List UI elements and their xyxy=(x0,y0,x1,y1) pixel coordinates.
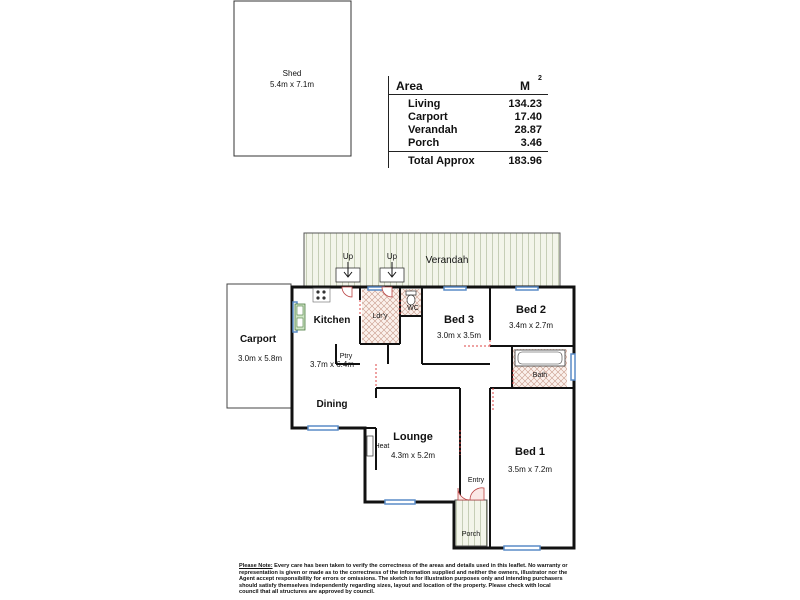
shed-outline xyxy=(234,1,351,156)
verandah-label: Verandah xyxy=(425,255,469,266)
bed2-dimensions: 3.4m x 2.7m xyxy=(508,321,554,330)
cooktop xyxy=(316,290,325,299)
entry-door-swing xyxy=(470,488,484,500)
bed1-label: Bed 1 xyxy=(515,446,545,458)
bed3-dimensions: 3.0m x 3.5m xyxy=(436,331,482,340)
area-header-label: Area xyxy=(396,79,423,93)
bathtub-inner xyxy=(518,352,562,364)
area-row-verandah xyxy=(388,123,548,136)
disclaimer-heading: Please Note: xyxy=(239,563,273,569)
laundry-label: Ldr'y xyxy=(372,313,388,320)
area-row-value: 3.46 xyxy=(520,137,542,149)
disclaimer-text: Every care has been taken to verify the correctness of the areas and details used in this leaflet. No warranty or representation is given or made as to the correctness of the information supplied and neither the owners, illustrator nor the Agent accept responsibility for errors or omissions. The sketch is for illustration purposes only and intending purchasers should satisfy themselves independently regarding sizes, layout and location of the property. Please check with local council that all structures are approved by council. xyxy=(239,563,568,596)
bed1-dimensions: 3.5m x 7.2m xyxy=(507,465,553,474)
area-total-row xyxy=(388,151,548,168)
area-row-value: 17.40 xyxy=(514,111,542,123)
disclaimer-note xyxy=(239,563,569,596)
area-total-value: 183.96 xyxy=(508,155,542,167)
bed3-label: Bed 3 xyxy=(444,314,474,326)
carport-area xyxy=(227,284,291,408)
step-1-label: Up xyxy=(342,252,354,261)
area-row-value: 134.23 xyxy=(508,98,542,110)
kitchen-label: Kitchen xyxy=(313,315,351,326)
lounge-label: Lounge xyxy=(393,431,433,443)
heat-label: Heat xyxy=(374,443,390,450)
kitchen-sink-bowl-1 xyxy=(297,306,303,315)
dining-label: Dining xyxy=(316,399,348,410)
heater xyxy=(367,436,373,456)
lounge-dimensions: 4.3m x 5.2m xyxy=(390,451,436,460)
step-2-label: Up xyxy=(386,252,398,261)
area-total-label: Total Approx xyxy=(408,155,475,167)
area-row-label: Verandah xyxy=(408,124,458,136)
wc-cistern xyxy=(406,291,416,295)
area-table xyxy=(388,76,548,168)
kitchen-dining-dimensions: 3.7m x 6.4m xyxy=(309,360,355,369)
shed-label: Shed xyxy=(282,69,302,78)
rear-door-swing-1 xyxy=(342,287,352,297)
area-header-unit: M xyxy=(520,79,530,93)
area-row-living xyxy=(388,97,548,110)
entry-label: Entry xyxy=(467,477,485,484)
wc-label: WC xyxy=(407,305,419,312)
area-row-label: Living xyxy=(408,98,441,110)
cooktop-outline xyxy=(313,288,330,302)
pantry-label: Ptry xyxy=(339,353,353,360)
bath-label: Bath xyxy=(532,372,548,379)
area-row-porch xyxy=(388,136,548,149)
area-row-value: 28.87 xyxy=(514,124,542,136)
porch-label: Porch xyxy=(461,531,481,538)
area-row-label: Carport xyxy=(408,111,448,123)
area-row-carport xyxy=(388,110,548,123)
area-table-header xyxy=(388,76,548,95)
wc-toilet-bowl xyxy=(407,295,415,305)
kitchen-sink-bowl-2 xyxy=(297,318,303,327)
porch-area xyxy=(455,500,487,546)
carport-label: Carport xyxy=(239,334,277,345)
bed2-label: Bed 2 xyxy=(516,304,546,316)
area-header-unit-superscript: 2 xyxy=(538,75,542,82)
carport-dimensions: 3.0m x 5.8m xyxy=(237,354,283,363)
shed-dimensions: 5.4m x 7.1m xyxy=(269,80,315,89)
area-row-label: Porch xyxy=(408,137,440,149)
